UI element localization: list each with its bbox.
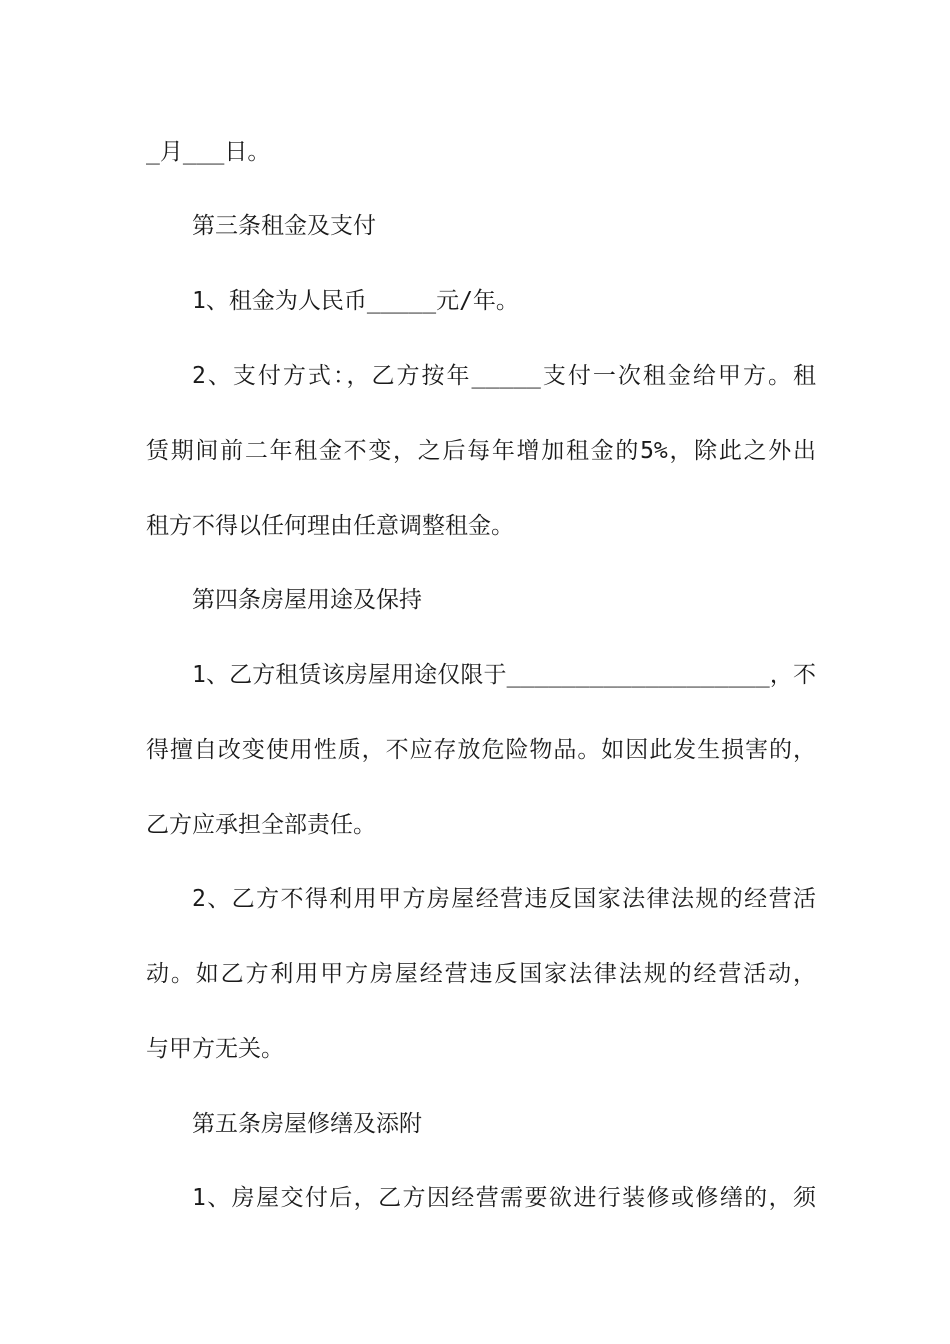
text-line-date-tail: _月___日。	[146, 139, 271, 165]
heading-article-3: 第三条租金及支付	[192, 213, 376, 239]
text-line-illegal-business-cont: 动。如乙方利用甲方房屋经营违反国家法律法规的经营活动，	[146, 961, 816, 987]
text-line-liability: 乙方应承担全部责任。	[146, 812, 376, 838]
text-line-illegal-business: 2、乙方不得利用甲方房屋经营违反国家法律法规的经营活	[192, 886, 816, 912]
text-line-payment-method: 2、支付方式：，乙方按年_____支付一次租金给甲方。租	[192, 363, 816, 389]
text-line-rent-adjust: 租方不得以任何理由任意调整租金。	[146, 513, 514, 539]
text-line-rent-amount: 1、租金为人民币_____元/年。	[192, 288, 519, 314]
text-line-not-related: 与甲方无关。	[146, 1036, 284, 1062]
text-line-usage-nature: 得擅自改变使用性质，不应存放危险物品。如因此发生损害的，	[146, 737, 816, 763]
text-line-usage-limit: 1、乙方租赁该房屋用途仅限于___________________，不	[192, 662, 816, 688]
text-line-renovation: 1、房屋交付后，乙方因经营需要欲进行装修或修缮的，须	[192, 1185, 816, 1211]
heading-article-5: 第五条房屋修缮及添附	[192, 1111, 422, 1137]
heading-article-4: 第四条房屋用途及保持	[192, 587, 422, 613]
text-line-rent-increase: 赁期间前二年租金不变，之后每年增加租金的5%，除此之外出	[146, 438, 816, 464]
